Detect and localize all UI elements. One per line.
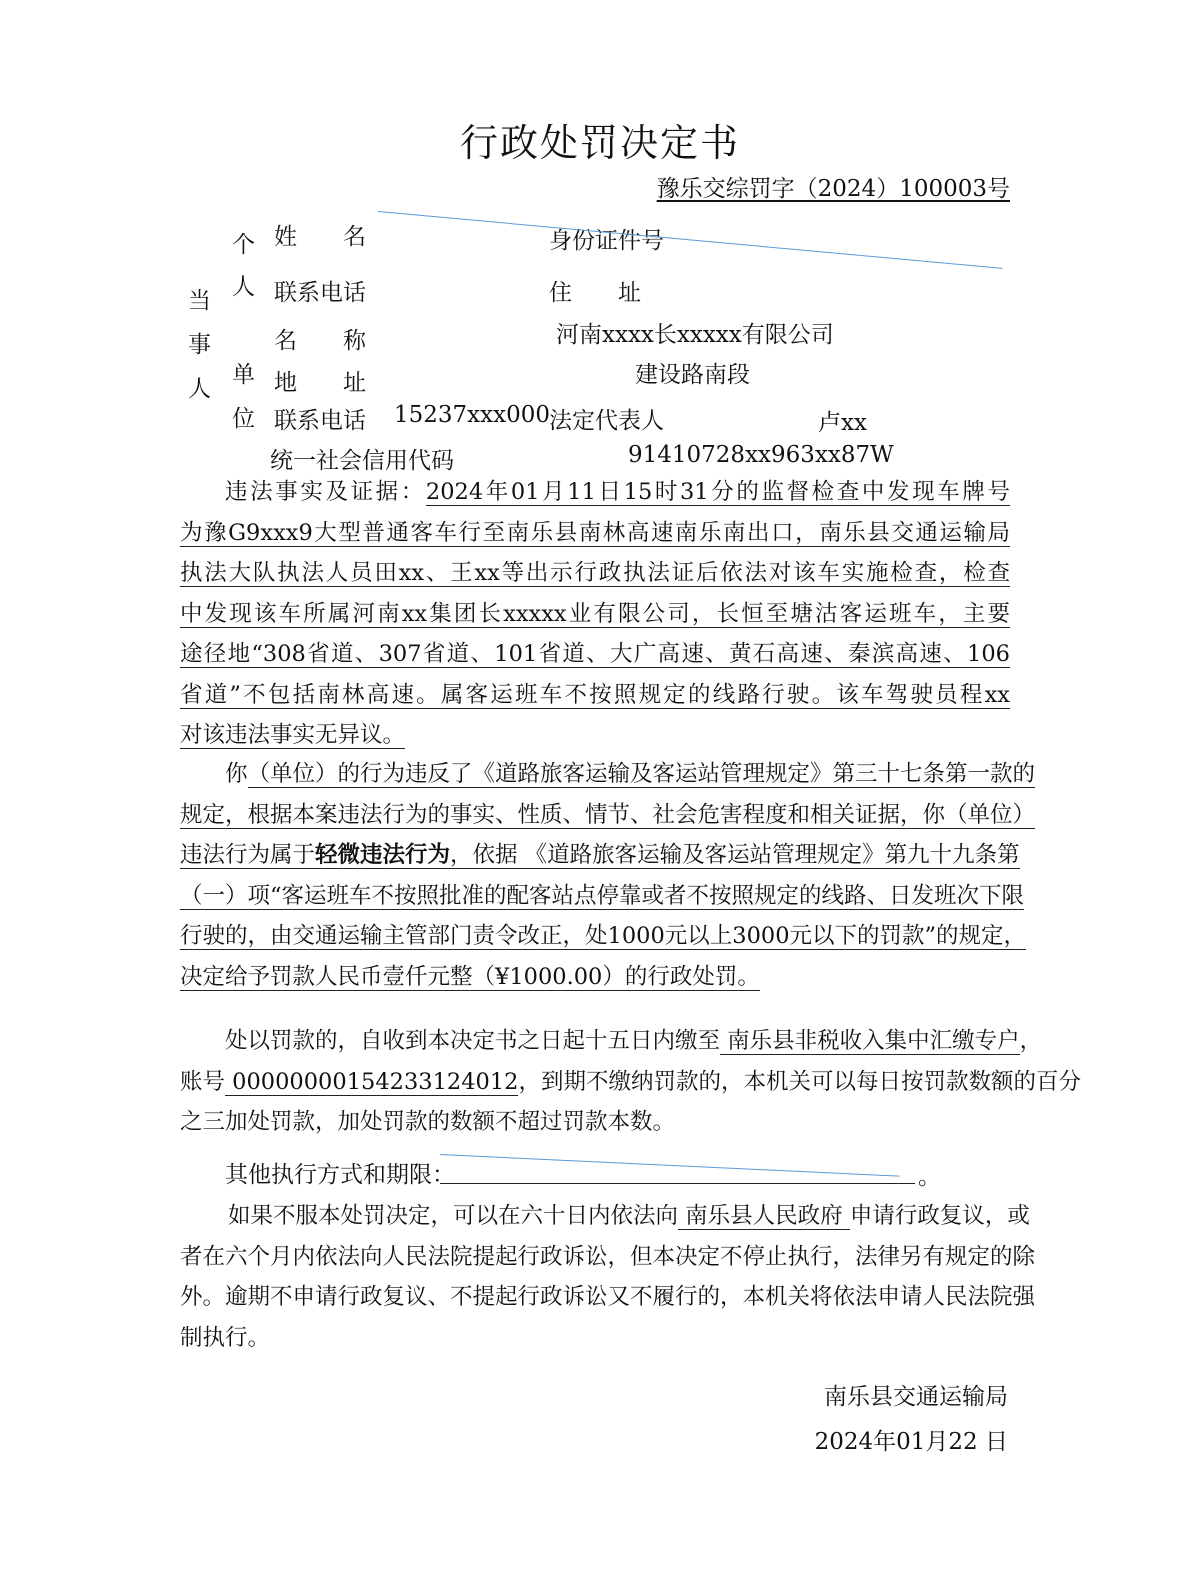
unit-label-char-2: 位 <box>232 406 255 432</box>
legal-rep-value: 卢xx <box>818 410 867 436</box>
payment-text: 之三加处罚款，加处罚款的数额不超过罚款本数。 <box>180 1109 676 1135</box>
credit-code-value: 91410728xx963xx87W <box>628 442 894 468</box>
unit-name-label: 名 称 <box>274 328 366 354</box>
violation-line: （一）项“客运班车不按照批准的配客站点停靠或者不按照规定的线路、日发班次下限 <box>180 882 1025 909</box>
appeal-government: 南乐县人民政府 <box>678 1203 850 1229</box>
payment-account-name: 南乐县非税收入集中汇缴专户 <box>720 1028 1020 1054</box>
appeal-text: 申请行政复议，或 <box>849 1203 1030 1229</box>
facts-line: 为豫G9xxx9大型普通客车行至南乐县南林高速南乐南出口，南乐县交通运输局 <box>180 519 1010 546</box>
violation-line: 违法行为属于 <box>180 842 316 868</box>
facts-line: 中发现该车所属河南xx集团长xxxxx业有限公司，长恒至塘沽客运班车，主要 <box>180 600 1010 627</box>
minor-violation-text: 轻微违法行为 <box>315 842 451 868</box>
violation-line: 行驶的，由交通运输主管部门责令改正，处1000元以上3000元以下的罚款”的规定， <box>180 923 1027 949</box>
individual-label-char-1: 个 <box>232 232 255 258</box>
facts-line: 执法大队执法人员田xx、王xx等出示行政执法证后依法对该车实施检查，检查 <box>180 560 1010 586</box>
other-method-end: 。 <box>918 1164 941 1190</box>
credit-code-label: 统一社会信用代码 <box>270 448 454 474</box>
unit-address-value: 建设路南段 <box>635 362 750 388</box>
facts-line: 2024年01月11日15时31分的监督检查中发现车牌号 <box>425 479 1010 505</box>
page-title: 行政处罚决定书 <box>459 121 740 165</box>
individual-phone-label: 联系电话 <box>274 280 366 306</box>
payment-paragraph <box>180 1021 1081 1143</box>
payment-account-number: 00000000154233124012 <box>225 1068 519 1095</box>
strike-line-individual <box>378 211 1003 269</box>
individual-label-char-2: 人 <box>232 274 255 300</box>
party-label-char-1: 当 <box>188 288 211 314</box>
unit-phone-label: 联系电话 <box>274 408 366 434</box>
violation-line: 决定给予罚款人民币壹仟元整（¥1000.00）的行政处罚。 <box>180 963 760 990</box>
appeal-paragraph <box>180 1196 1036 1358</box>
payment-text: ，到期不缴纳罚款的，本机关可以每日按罚款数额的百分 <box>518 1068 1081 1095</box>
other-method-blank <box>440 1183 915 1184</box>
payment-text: 账号 <box>180 1068 226 1095</box>
legal-rep-label: 法定代表人 <box>549 408 664 434</box>
issuing-organization: 南乐县交通运输局 <box>824 1384 1008 1410</box>
facts-line: 途径地“308省道、307省道、101省道、大广高速、黄石高速、秦滨高速、106 <box>180 641 1010 667</box>
individual-id-label: 身份证件号 <box>549 228 664 254</box>
unit-address-label: 地 址 <box>274 370 366 396</box>
facts-paragraph <box>180 472 1010 756</box>
party-label-char-2: 事 <box>188 332 211 358</box>
violation-lead: 你 <box>225 761 248 787</box>
strike-line-other-method <box>440 1154 900 1177</box>
facts-line: 对该违法事实无异议。 <box>180 722 406 748</box>
issue-date: 2024年01月22 日 <box>814 1429 1008 1455</box>
payment-text: ， <box>1019 1028 1043 1054</box>
unit-phone-value: 15237xxx000 <box>394 402 550 428</box>
unit-name-value: 河南xxxx长xxxxx有限公司 <box>556 322 834 348</box>
payment-text: 处以罚款的，自收到本决定书之日起十五日内缴至 <box>225 1028 721 1054</box>
violation-paragraph <box>180 754 1036 997</box>
document-number: 豫乐交综罚字（2024）100003号 <box>656 176 1010 202</box>
party-label-char-3: 人 <box>188 376 211 402</box>
other-method-label: 其他执行方式和期限： <box>225 1162 455 1188</box>
appeal-text: 外。逾期不申请行政复议、不提起行政诉讼又不履行的，本机关将依法申请人民法院强 <box>180 1284 1036 1310</box>
facts-label: 违法事实及证据： <box>225 479 426 505</box>
individual-name-label: 姓 名 <box>274 224 366 250</box>
violation-line: ，依据 《道路旅客运输及客运站管理规定》第九十九条第 <box>450 842 1020 868</box>
individual-address-label: 住 址 <box>549 280 641 306</box>
appeal-text: 者在六个月内依法向人民法院提起行政诉讼，但本决定不停止执行，法律另有规定的除 <box>180 1243 1036 1270</box>
appeal-text: 如果不服本处罚决定，可以在六十日内依法向 <box>228 1203 679 1229</box>
violation-line: （单位）的行为违反了《道路旅客运输及客运站管理规定》第三十七条第一款的 <box>247 761 1036 787</box>
facts-line: 省道”不包括南林高速。属客运班车不按照规定的线路行驶。该车驾驶员程xx <box>180 681 1010 708</box>
appeal-text: 制执行。 <box>180 1324 271 1351</box>
unit-label-char-1: 单 <box>232 362 255 388</box>
violation-line: 规定，根据本案违法行为的事实、性质、情节、社会危害程度和相关证据，你（单位） <box>180 801 1036 828</box>
